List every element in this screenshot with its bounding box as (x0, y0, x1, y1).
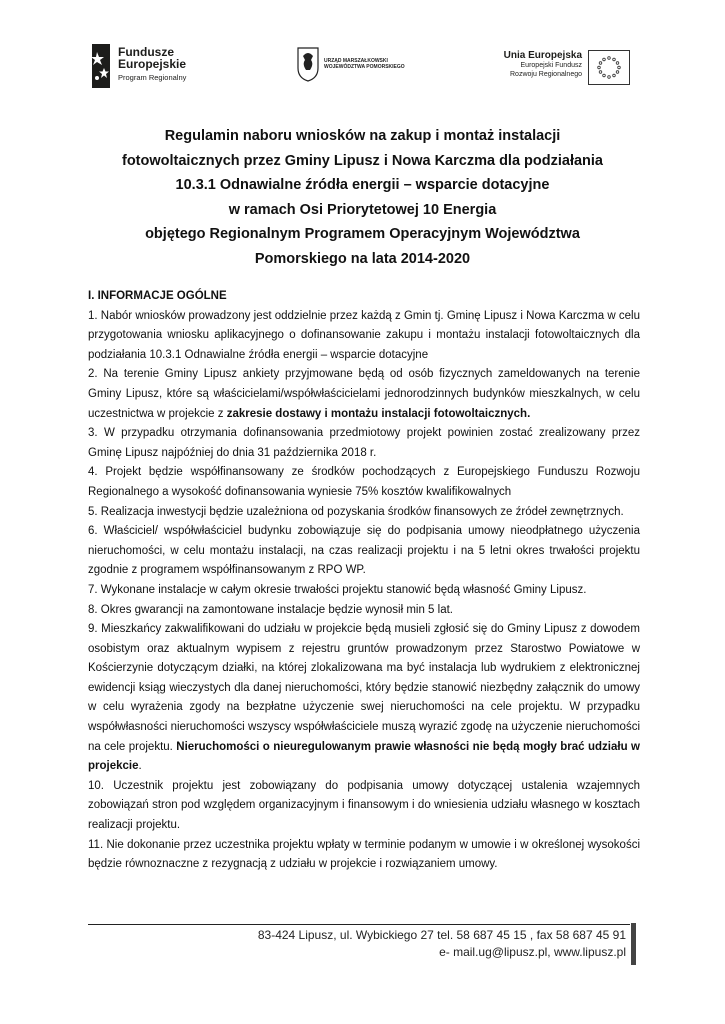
title-line: fotowoltaicznych przez Gminy Lipusz i Nowa Karczma dla podziałania (122, 152, 603, 169)
footer-accent-bar (631, 923, 636, 965)
fundusze-europejskie-logo (88, 42, 228, 92)
paragraph-4: 4. Projekt będzie współfinansowany ze środków pochodzących z Europejskiego Funduszu Rozwoju Regionalnego a wysokość dofinansowania wyniesie 75% kosztów kwalifikowalnych (88, 466, 640, 498)
section-heading: I. INFORMACJE OGÓLNE (88, 290, 227, 302)
paragraph-9-text: 9. Mieszkańcy zakwalifikowani do udziału w projekcie będą musieli zgłosić się do Gminy Lipusz z dowodem osobistym oraz aktualnym wypisem z rejestru gruntów prowadzonym przez Starostwo Powiatowe w Kościerzynie dotyczącym działki, na której zlokalizowana ma być instalacja lub wydrukiem z elektronicznej ewidencji ksiąg wieczystych dla danej nieruchomości, który będzie stanowić niezbędny załącznik do umowy w celu wyrażenia zgody na bezpłatne użyczenie swej nieruchomości na cele projektu. W przypadku współwłasności nieruchomości wszyscy współwłaściciele muszą wyrazić zgodę na użyczenie nieruchomości na cele projektu. (88, 623, 640, 753)
paragraph-2-bold: zakresie dostawy i montażu instalacji fotowoltaicznych (226, 407, 528, 420)
paragraph-8: 8. Okres gwarancji na zamontowane instalacje będzie wynosił min 5 lat. (88, 603, 453, 616)
paragraph-10: 10. Uczestnik projektu jest zobowiązany do podpisania umowy dotyczącej ustalenia wzajemnych zobowiązań stron pod względem organizacyjnym i finansowym i do wniesienia udziału własnego w kosztach realizacji projektu. (88, 779, 640, 832)
ue-logo-line3: Rozwoju Regionalnego (510, 71, 582, 78)
title-line: Pomorskiego na lata 2014-2020 (254, 250, 471, 267)
header-logos (88, 40, 648, 96)
fe-star-icon (88, 42, 114, 90)
title-line: objętego Regionalnym Programem Operacyjnym Województwa (145, 226, 580, 242)
paragraph-1: 1. Nabór wniosków prowadzony jest oddzielnie przez każdą z Gmin tj. Gminę Lipusz i Nowa Karczma w celu przygotowania wniosku aplikacyjnego o dofinansowanie zakupu i montażu instalacji fotowoltaicznych dla podziałania 10.3.1 Odnawialne źródła energii – wsparcie dotacyjne (88, 309, 640, 361)
title-line: Regulamin naboru wniosków na zakup i montaż instalacji (164, 128, 561, 144)
title-line: 10.3.1 Odnawialne źródła energii – wsparcie dotacyjne (175, 177, 550, 193)
paragraph-2 (88, 365, 640, 424)
ue-logo-line1: Unia Europejska (503, 50, 582, 61)
paragraph-9 (88, 620, 640, 777)
unia-europejska-logo (490, 44, 650, 90)
um-logo-line1: URZĄD MARSZAŁKOWSKI (324, 58, 388, 64)
paragraph-7: 7. Wykonane instalacje w całym okresie trwałości projektu stanowić będą własność Gminy Lipusz. (88, 583, 587, 596)
paragraph-9-end: . (138, 760, 142, 773)
fe-logo-line2: Europejskie (118, 57, 187, 71)
footer-email-web: e- mail.ug@lipusz.pl, www.lipusz.pl (439, 945, 626, 959)
footer-contact (200, 927, 626, 961)
paragraph-5: 5. Realizacja inwestycji będzie uzależniona od pozyskania środków finansowych ze źródeł zewnętrznych. (88, 505, 624, 518)
ue-logo-line2: Europejski Fundusz (520, 62, 582, 69)
pomorskie-griffin-icon (296, 46, 320, 82)
paragraph-11: 11. Nie dokonanie przez uczestnika projektu wpłaty w terminie podanym w umowie i w określonej wysokości będzie równoznaczne z rezygnacją z udziału w projekcie i rozwiązaniem umowy. (88, 838, 640, 871)
footer-divider (88, 924, 630, 925)
eu-flag-icon (588, 50, 630, 85)
paragraph-6: 6. Właściciel/ współwłaściciel budynku zobowiązuje się do podpisania umowy nieodpłatnego użyczenia nieruchomości, w celu montażu instalacji, na czas realizacji projektu i na 5 letni okres trwałości projektu zgodnie z programem współfinansowanym z RPO WP. (88, 525, 640, 577)
title-line: w ramach Osi Priorytetowej 10 Energia (228, 201, 497, 218)
paragraph-2-end: . (527, 407, 531, 420)
document-body (88, 287, 640, 875)
urzad-marszalkowski-logo (296, 46, 446, 86)
fe-logo-line3: Program Regionalny (118, 73, 187, 82)
paragraph-9-bold: Nieruchomości o nieuregulowanym prawie własności nie będą mogły brać udziału w projekcie (88, 740, 640, 773)
um-logo-line2: WOJEWÓDZTWA POMORSKIEGO (324, 64, 405, 70)
footer-address: 83-424 Lipusz, ul. Wybickiego 27 tel. 58 687 45 15 , fax 58 687 45 91 (257, 928, 626, 942)
paragraph-2-text: 2. Na terenie Gminy Lipusz ankiety przyjmowane będą od osób fizycznych zameldowanych na terenie Gminy Lipusz, które są właścicielami/współwłaścicielami jednorodzinnych budynków mieszkalnych, w celu uczestnictwa w projekcie z (88, 368, 640, 420)
fe-logo-line1: Fundusze (118, 45, 174, 59)
document-title (90, 124, 635, 271)
paragraph-3: 3. W przypadku otrzymania dofinansowania przedmiotowy projekt powinien zostać zrealizowany przez Gminę Lipusz najpóźniej do dnia 31 października 2018 r. (88, 427, 640, 459)
